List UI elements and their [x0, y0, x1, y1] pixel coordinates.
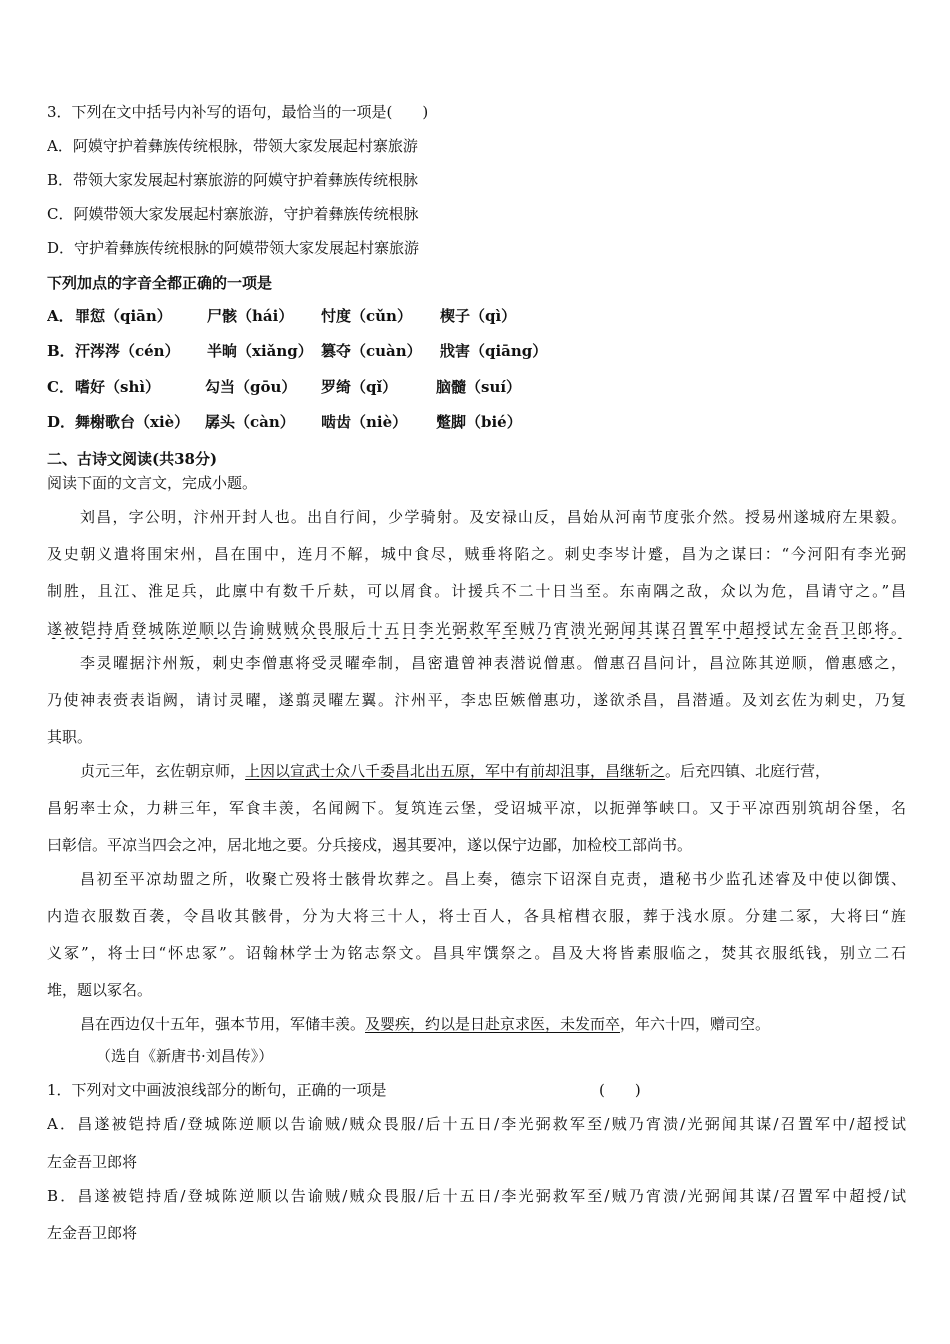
plain-text: 。后充四镇、北庭行营， [665, 762, 831, 780]
pinyin-item: 半晌（xiǎng） [207, 342, 313, 360]
pinyin-item: 戕害（qiāng） [440, 342, 548, 360]
passage-p3-line [80, 761, 906, 781]
q1-option-a-line: A．昌遂被铠持盾/登城陈逆顺以告谕贼/贼众畏服/后十五日/李光弼救军至/贼乃宵溃/光弼闻其谋/召置军中/超授试 [47, 1115, 906, 1133]
pinyin-row-a [47, 306, 906, 328]
passage-p1-line: 及史朝义遣将围宋州，昌在围中，连月不解，城中食尽，贼垂将陷之。刺史李岑计蹙，昌为之谋曰：“今河阳有李光弼 [47, 545, 906, 563]
pinyin-row-b [47, 341, 906, 363]
reading-instruction: 阅读下面的文言文，完成小题。 [47, 474, 258, 492]
pinyin-item: 罗绮（qǐ） [321, 378, 398, 396]
passage-p1-wavy-line [47, 619, 906, 639]
pinyin-row-label: B． [47, 342, 75, 360]
q1-option-b-line: B．昌遂被铠持盾/登城陈逆顺以告谕贼/贼众畏服/后十五日/李光弼救军至/贼乃宵溃/光弼闻其谋/召置军中超授/试 [47, 1187, 906, 1205]
pinyin-item: 脑髓（suí） [436, 378, 522, 396]
q1-stem: 1．下列对文中画波浪线部分的断句，正确的一项是 [47, 1081, 387, 1099]
q3-option-c: C．阿嫫带领大家发展起村寨旅游，守护着彝族传统根脉 [47, 205, 419, 223]
passage-p3-line: 曰彰信。平凉当四会之冲，居北地之要。分兵接戍，遏其要冲，遂以保宁边鄙，加检校工部尚书。 [47, 836, 693, 854]
wavy-underlined-text: 遂被铠持盾登城陈逆顺以告谕贼贼众畏服后十五日李光弼救军至贼乃宵溃光弼闻其谋召置军中超授试左金吾卫郎将。 [47, 620, 906, 638]
passage-p1-line: 刘昌，字公明，汴州开封人也。出自行间，少学骑射。及安禄山反，昌始从河南节度张介然。授易州遂城府左果毅。 [80, 508, 906, 526]
passage-p2-line: 李灵曜据汴州叛，刺史李僧惠将受灵曜牵制，昌密遣曾神表潜说僧惠。僧惠召昌问计，昌泣陈其逆顺，僧惠感之， [80, 654, 906, 672]
pinyin-item: 罪愆（qiān） [75, 307, 172, 325]
pinyin-item: 楔子（qì） [440, 307, 517, 325]
q3-option-a: A．阿嫫守护着彝族传统根脉，带领大家发展起村寨旅游 [47, 137, 418, 155]
q3-option-d: D．守护着彝族传统根脉的阿嫫带领大家发展起村寨旅游 [47, 239, 420, 257]
pinyin-row-label: D． [47, 413, 76, 431]
pinyin-item: 汗涔涔（cén） [75, 342, 180, 360]
q1-stem-line [47, 1080, 906, 1100]
q3-stem: 3．下列在文中括号内补写的语句，最恰当的一项是( ) [47, 103, 429, 121]
plain-text: ，年六十四，赠司空。 [620, 1015, 771, 1033]
q3-option-b: B．带领大家发展起村寨旅游的阿嫫守护着彝族传统根脉 [47, 171, 419, 189]
pinyin-row-d [47, 412, 906, 434]
pinyin-item: 忖度（cǔn） [321, 307, 412, 325]
q1-option-b-line: 左金吾卫郎将 [47, 1224, 138, 1242]
pinyin-item: 舞榭歌台（xiè） [75, 413, 190, 431]
pinyin-item: 啮齿（niè） [321, 413, 408, 431]
passage-p2-line: 乃使神表赍表诣阙，请讨灵曜，遂翦灵曜左翼。汴州平，李忠臣嫉僧惠功，遂欲杀昌，昌潜遁。及刘玄佐为刺史，乃复 [47, 691, 906, 709]
underlined-text: 及婴疾，约以是日赴京求医，未发而卒 [365, 1015, 621, 1033]
plain-text: 昌在西边仅十五年，强本节用，军储丰羡。 [80, 1015, 366, 1033]
pinyin-row-label: C． [47, 378, 74, 396]
passage-p4-line: 义冢”，将士曰“怀忠冢”。诏翰林学士为铭志祭文。昌具牢馔祭之。昌及大将皆素服临之，焚其衣服纸钱，别立二石 [47, 944, 906, 962]
pinyin-item: 勾当（gōu） [205, 378, 297, 396]
pinyin-row-label: A． [47, 307, 74, 325]
pinyin-item: 篡夺（cuàn） [321, 342, 422, 360]
passage-p4-line: 堆，题以冢名。 [47, 981, 153, 999]
underlined-text: 上因以宣武士众八千委昌北出五原，军中有前却沮事，昌继斩之 [245, 762, 666, 780]
section-heading: 二、古诗文阅读(共38分) [47, 450, 218, 468]
passage-p1-line: 制胜，且江、淮足兵，此廪中有数千斤麸，可以屑食。计援兵不二十日当至。东南隅之敌，众以为危，昌请守之。”昌 [47, 582, 906, 600]
passage-p3-line: 昌躬率士众，力耕三年，军食丰羡，名闻阙下。复筑连云堡，受诏城平凉，以扼弹筝峡口。又于平凉西别筑胡谷堡，名 [47, 799, 906, 817]
pinyin-row-c [47, 377, 906, 399]
q1-option-a-line: 左金吾卫郎将 [47, 1153, 138, 1171]
passage-source: （选自《新唐书·刘昌传》） [96, 1047, 274, 1065]
plain-text: 贞元三年，玄佐朝京师， [80, 762, 246, 780]
passage-p5-line [80, 1014, 906, 1034]
pinyin-item: 孱头（càn） [205, 413, 295, 431]
q1-answer-paren: ( ) [599, 1081, 641, 1099]
pinyin-question-stem: 下列加点的字音全都正确的一项是 [47, 274, 273, 292]
pinyin-item: 嗜好（shì） [75, 378, 161, 396]
passage-p4-line: 昌初至平凉劫盟之所，收聚亡殁将士骸骨坎葬之。昌上奏，德宗下诏深自克责，遣秘书少监孔述睿及中使以御馔、 [80, 870, 906, 888]
passage-p2-line: 其职。 [47, 728, 93, 746]
pinyin-item: 蹩脚（bié） [436, 413, 522, 431]
pinyin-item: 尸骸（hái） [207, 307, 294, 325]
passage-p4-line: 内造衣服数百袭，令昌收其骸骨，分为大将三十人，将士百人，各具棺槥衣服，葬于浅水原。分建二冢，大将曰“旌 [47, 907, 906, 925]
